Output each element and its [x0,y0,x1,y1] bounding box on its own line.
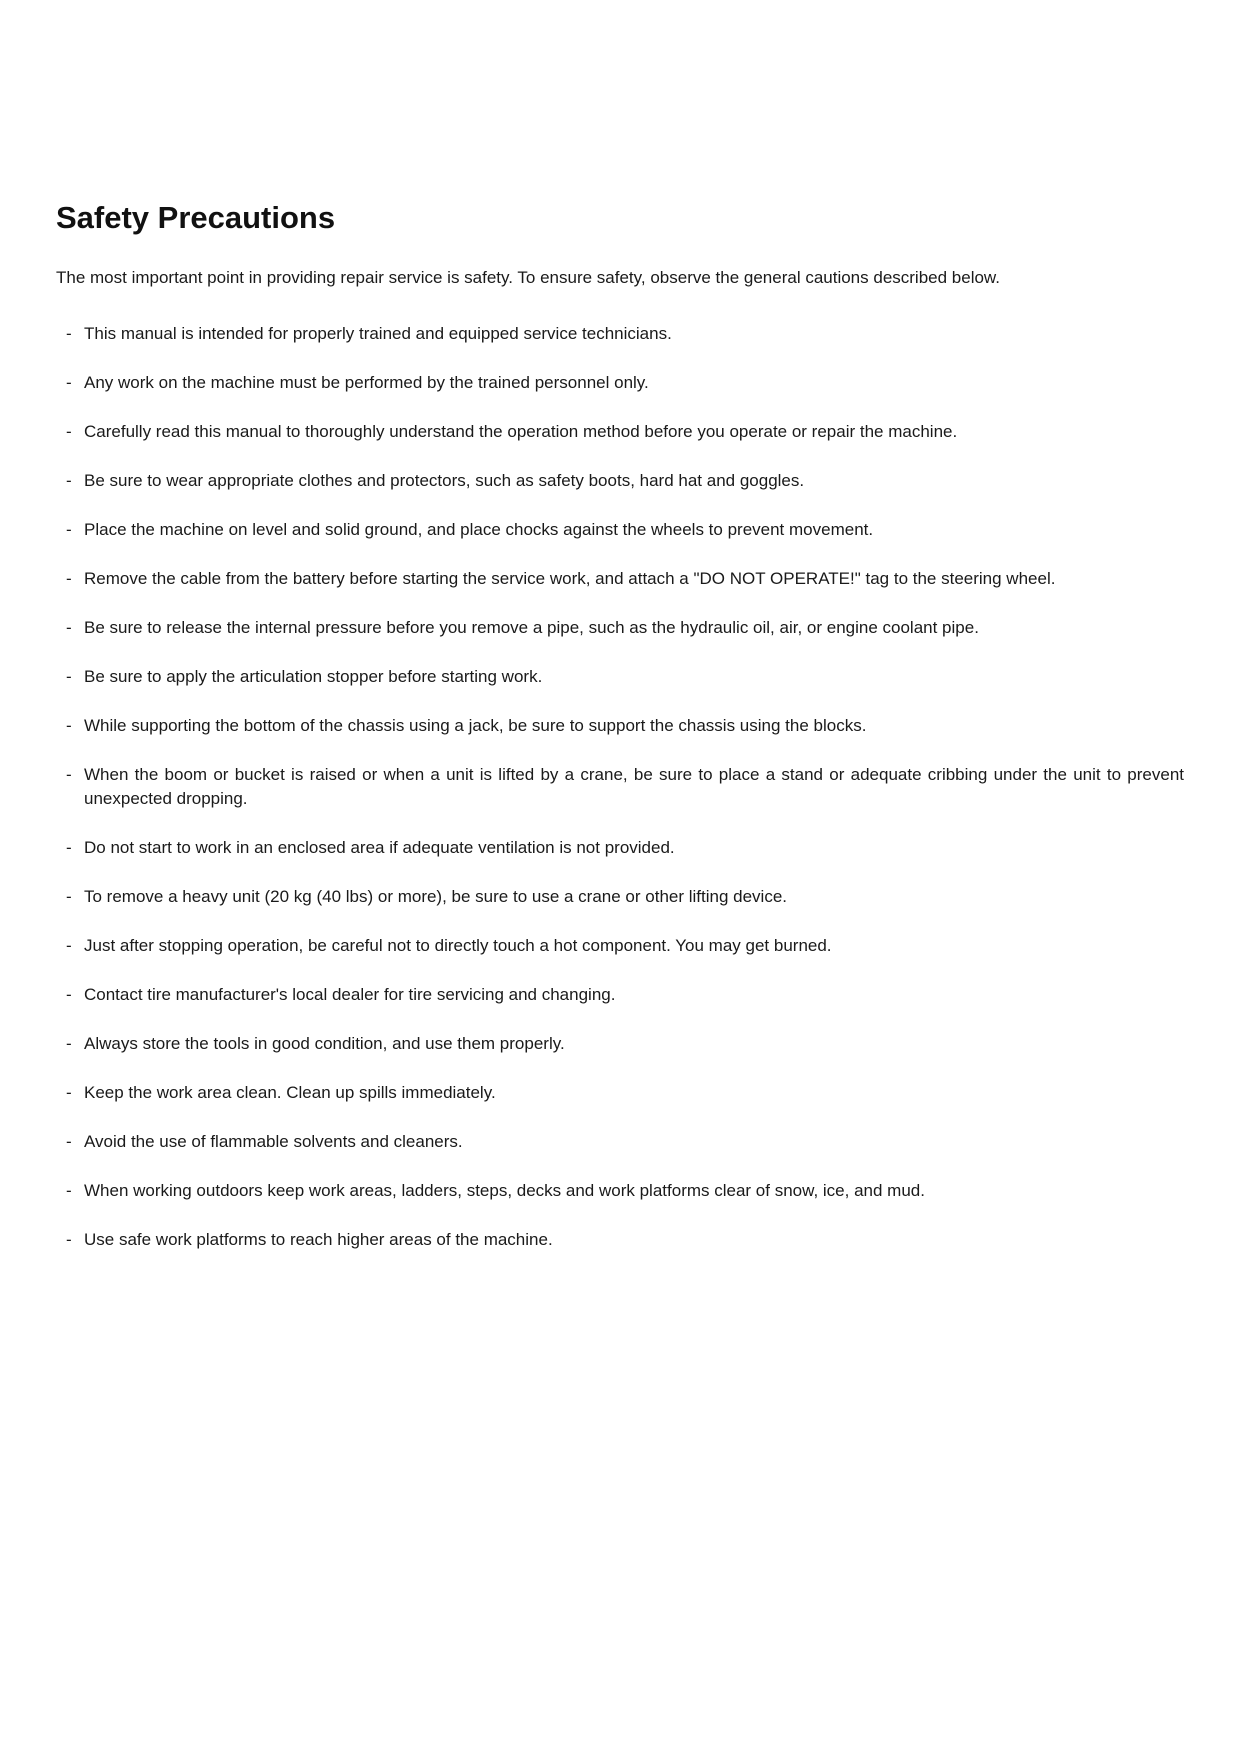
list-item-text: When the boom or bucket is raised or when a unit is lifted by a crane, be sure to place a stand or adequate cribbing under the unit to prevent unexpected dropping. [84,765,1184,808]
list-item-text: To remove a heavy unit (20 kg (40 lbs) or more), be sure to use a crane or other lifting device. [84,887,788,906]
dash-marker: - [66,765,72,784]
intro-paragraph: The most important point in providing repair service is safety. To ensure safety, observe the general cautions described below. [56,268,1000,287]
list-item [66,1228,1184,1252]
dash-marker: - [66,1034,72,1053]
dash-marker: - [66,520,72,539]
list-item-text: Use safe work platforms to reach higher areas of the machine. [84,1230,553,1249]
list-item [66,469,1184,493]
list-item-text: Do not start to work in an enclosed area if adequate ventilation is not provided. [84,838,675,857]
list-item [66,1032,1184,1056]
list-item [66,1081,1184,1105]
dash-marker: - [66,985,72,1004]
list-item [66,616,1184,640]
list-item [66,983,1184,1007]
dash-marker: - [66,618,72,637]
list-item [66,1179,1184,1203]
list-item [66,836,1184,860]
dash-marker: - [66,569,72,588]
dash-marker: - [66,716,72,735]
list-item [66,371,1184,395]
list-item-text: This manual is intended for properly trained and equipped service technicians. [84,324,672,343]
list-item-text: Just after stopping operation, be careful not to directly touch a hot component. You may get burned. [84,936,832,955]
list-item-text: Place the machine on level and solid ground, and place chocks against the wheels to prevent movement. [84,520,874,539]
dash-marker: - [66,887,72,906]
list-item [66,885,1184,909]
dash-marker: - [66,1132,72,1151]
list-item-text: Any work on the machine must be performed by the trained personnel only. [84,373,649,392]
dash-marker: - [66,1230,72,1249]
list-item-text: Be sure to apply the articulation stopper before starting work. [84,667,543,686]
list-item [66,714,1184,738]
list-item-text: While supporting the bottom of the chassis using a jack, be sure to support the chassis using the blocks. [84,716,867,735]
list-item [66,1130,1184,1154]
dash-marker: - [66,936,72,955]
dash-marker: - [66,422,72,441]
list-item [66,934,1184,958]
dash-marker: - [66,1083,72,1102]
list-item [66,665,1184,689]
list-item-text: Keep the work area clean. Clean up spills immediately. [84,1083,496,1102]
list-item [66,763,1184,811]
list-item [66,322,1184,346]
list-item-text: Carefully read this manual to thoroughly understand the operation method before you operate or repair the machine. [84,422,958,441]
list-item-text: Avoid the use of flammable solvents and cleaners. [84,1132,463,1151]
list-item-text: When working outdoors keep work areas, ladders, steps, decks and work platforms clear of snow, ice, and mud. [84,1181,925,1200]
list-item [66,518,1184,542]
list-item [66,420,1184,444]
list-item-text: Always store the tools in good condition, and use them properly. [84,1034,565,1053]
dash-marker: - [66,838,72,857]
dash-marker: - [66,667,72,686]
safety-precautions-list [56,322,1184,1252]
list-item [66,567,1184,591]
list-item-text: Remove the cable from the battery before starting the service work, and attach a "DO NOT OPERATE!" tag to the steering wheel. [84,569,1056,588]
list-item-text: Be sure to release the internal pressure before you remove a pipe, such as the hydraulic oil, air, or engine coolant pipe. [84,618,979,637]
dash-marker: - [66,324,72,343]
list-item-text: Be sure to wear appropriate clothes and protectors, such as safety boots, hard hat and goggles. [84,471,805,490]
dash-marker: - [66,373,72,392]
dash-marker: - [66,1181,72,1200]
list-item-text: Contact tire manufacturer's local dealer for tire servicing and changing. [84,985,616,1004]
dash-marker: - [66,471,72,490]
page-title: Safety Precautions [56,200,336,235]
